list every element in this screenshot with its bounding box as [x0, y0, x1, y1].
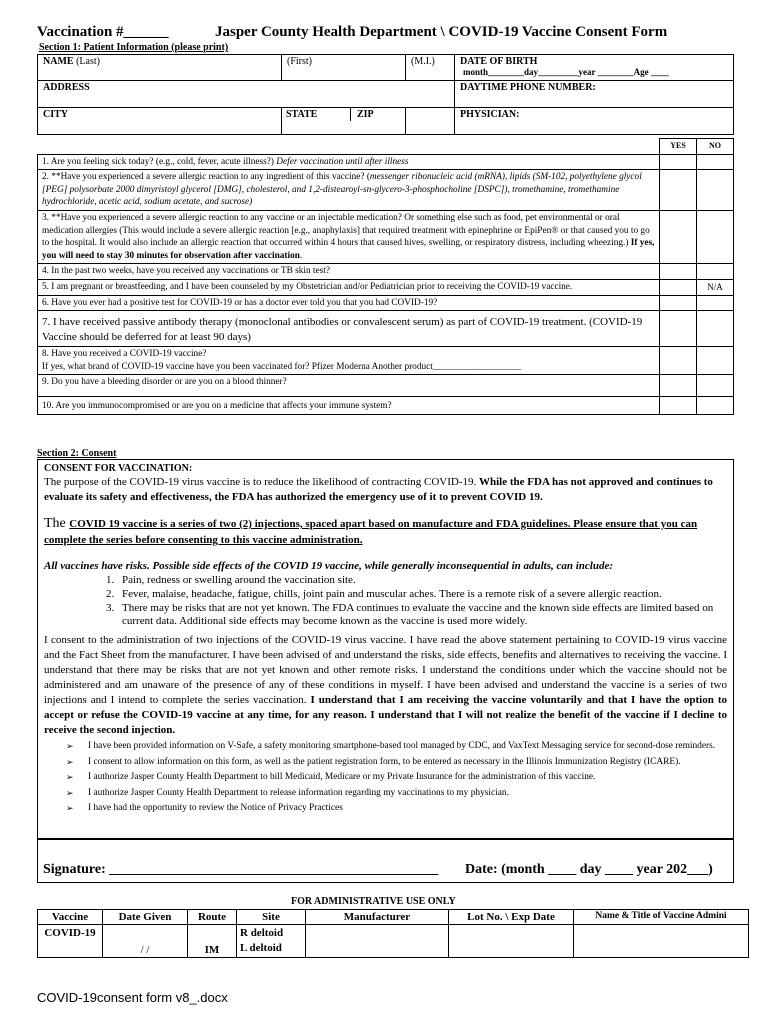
admin-name-cell[interactable] [574, 925, 749, 958]
admin-header: Name & Title of Vaccine Admini [574, 910, 749, 925]
name-field[interactable]: NAME (Last) [38, 55, 282, 81]
signature-section [37, 839, 734, 883]
arrow-bullet-icon: ➢ [66, 772, 74, 782]
admin-header: Lot No. \ Exp Date [449, 910, 574, 925]
state-zip-cell [282, 108, 406, 135]
route-cell: IM [188, 925, 237, 958]
question-2: 2. **Have you experienced a severe allergic reaction to any ingredient of this vaccine? (messenger ribonucleic acid (mRNA), lipids (SM-102, polyethylene glycol [PEG] polysorbate 2000 dimyristoyl glycerol [DMG], cholesterol, and 1,2-distearoyl-sn-glycero-3-phosphocholine [DSPC]), tromethamine, tromethamine hydrochloride, acetic acid, sodium acetate, and sucrose) [38, 170, 660, 211]
admin-header: Vaccine [38, 910, 103, 925]
state-field[interactable]: STATE [282, 108, 351, 121]
admin-header: Manufacturer [306, 910, 449, 925]
zip-extra [406, 108, 455, 135]
q4-no[interactable] [697, 264, 734, 280]
q7-yes[interactable] [660, 311, 697, 347]
authorization-item: ➢ I authorize Jasper County Health Department to release information regarding my vaccinations to my physician. [66, 787, 725, 801]
authorization-item: ➢ I have had the opportunity to review the Notice of Privacy Practices [66, 802, 725, 816]
q3-yes[interactable] [660, 210, 697, 263]
arrow-bullet-icon: ➢ [66, 787, 74, 798]
question-3: 3. **Have you experienced a severe allergic reaction to any vaccine or an injectable medication? Or something else such as food, pet environmental or oral medication allergies (This would include a severe allergic reaction [e.g., anaphylaxis] that required treatment with epinephrine or EpiPen® or that caused you to go to the hospital. It would also include an allergic reaction that occurred within 4 hours that caused hives, swelling, or respiratory distress, including wheezing.) If yes, you will need to stay 30 minutes for observation after vaccination. [38, 210, 660, 263]
risk-item: 2. Fever, malaise, headache, fatigue, chills, joint pain and muscular aches. There is a remote risk of a severe allergic reaction. [106, 587, 662, 600]
yes-header: YES [660, 139, 697, 155]
q8-no[interactable] [697, 347, 734, 375]
q4-yes[interactable] [660, 264, 697, 280]
signature-date[interactable]: Date: (month ____ day ____ year 202___) [465, 862, 713, 877]
q1-no[interactable] [697, 154, 734, 170]
city-field[interactable]: CITY [38, 108, 282, 135]
patient-info-table [37, 54, 734, 135]
admin-title: FOR ADMINISTRATIVE USE ONLY [291, 896, 456, 907]
screening-questions-table [37, 138, 734, 415]
mi-field[interactable]: (M.I.) [406, 55, 455, 81]
q1-yes[interactable] [660, 154, 697, 170]
section1-title: Section 1: Patient Information (please print) [39, 42, 229, 53]
q5-yes[interactable] [660, 279, 697, 295]
address-field[interactable]: ADDRESS [38, 81, 455, 108]
q9-no[interactable] [697, 375, 734, 397]
q2-yes[interactable] [660, 170, 697, 211]
footer-filename: COVID-19consent form v8_.docx [37, 990, 228, 1005]
section2-title: Section 2: Consent [37, 448, 117, 459]
risks-intro: All vaccines have risks. Possible side effects of the COVID 19 vaccine, while generally inconsequential in adults, can include: [44, 560, 614, 572]
q3-no[interactable] [697, 210, 734, 263]
dob-field[interactable]: DATE OF BIRTH month________day_________year ________Age ____ [455, 55, 734, 81]
physician-field[interactable]: PHYSICIAN: [455, 108, 734, 135]
form-title: Jasper County Health Department \ COVID-19 Vaccine Consent Form [215, 24, 668, 40]
consent-purpose: The purpose of the COVID-19 virus vaccine is to reduce the likelihood of contracting COVID-19. While the FDA has not approved and continues to evaluate its safety and effectiveness, the FDA has authorized the emergency use of it to prevent COVID 19. [44, 476, 713, 503]
q2-no[interactable] [697, 170, 734, 211]
vaccine-cell: COVID-19 [38, 925, 103, 958]
consent-heading: CONSENT FOR VACCINATION: [44, 463, 193, 474]
arrow-bullet-icon: ➢ [66, 741, 74, 751]
question-5: 5. I am pregnant or breastfeeding, and I have been counseled by my Obstetrician and/or Pediatrician prior to receiving the COVID-19 vaccine. [38, 279, 660, 295]
arrow-bullet-icon: ➢ [66, 803, 74, 813]
first-name-field[interactable]: (First) [282, 55, 406, 81]
arrow-bullet-icon: ➢ [66, 756, 74, 767]
q7-no[interactable] [697, 311, 734, 347]
question-7: 7. I have received passive antibody therapy (monoclonal antibodies or convalescent serum) as part of COVID-19 treatment. (COVID-19 Vaccine should be deferred for at least 90 days) [38, 311, 660, 347]
question-4: 4. In the past two weeks, have you received any vaccinations or TB skin test? [38, 264, 660, 280]
lot-cell[interactable] [449, 925, 574, 958]
risk-item: 1. Pain, redness or swelling around the vaccination site. [106, 574, 356, 586]
authorization-item: ➢ I have been provided information on V-Safe, a safety monitoring smartphone-based tool managed by CDC, and VaxText Messaging service for second-dose reminders. [66, 740, 725, 754]
vaccination-number: Vaccination #______ [37, 24, 169, 40]
consent-series: The COVID 19 vaccine is a series of two (2) injections, spaced apart based on manufacture and FDA guidelines. Please ensure that you can complete the series before consenting to this vaccine administration. [44, 516, 698, 546]
q5-na[interactable]: N/A [697, 279, 734, 295]
date-given-cell[interactable]: / / [103, 925, 188, 958]
admin-header: Route [188, 910, 237, 925]
admin-header: Date Given [103, 910, 188, 925]
q6-no[interactable] [697, 295, 734, 311]
q6-yes[interactable] [660, 295, 697, 311]
question-10: 10. Are you immunocompromised or are you on a medicine that affects your immune system? [38, 396, 660, 414]
zip-field[interactable]: ZIP [357, 109, 374, 120]
question-1: 1. Are you feeling sick today? (e.g., cold, fever, acute illness?) Defer vaccination until after illness [38, 154, 660, 170]
q9-yes[interactable] [660, 375, 697, 397]
consent-statement: I consent to the administration of two injections of the COVID-19 virus vaccine. I have read the above statement pertaining to COVID-19 virus vaccine and the Fact Sheet from the manufacturer. I have been advised of and understand the risks, side effects, benefits and alternatives to receiving the vaccine. I understand that there may be risks that are not yet known and other remote risks. I understand the conditions under which the vaccine should not be administered and am unaware of the presence of any of these conditions in myself. I have been advised and understand the vaccine is a series of two injections and I intend to complete the series vaccination. I understand that I am receiving the vaccine voluntarily and that I have the option to accept or refuse the COVID-19 vaccine at any time, for any reason. I understand that I will not realize the benefit of the vaccine if I decline to receive the second injection. [44, 634, 727, 736]
authorization-list [66, 740, 725, 818]
risk-item: 3. There may be risks that are not yet known. The FDA continues to evaluate the vaccine and the known side effects are limited based on current data. Additional side effects may become known as the vaccine is used more widely. [106, 601, 714, 628]
manufacturer-cell[interactable] [306, 925, 449, 958]
q10-yes[interactable] [660, 396, 697, 414]
question-9: 9. Do you have a bleeding disorder or are you on a blood thinner? [38, 375, 660, 397]
phone-field[interactable]: DAYTIME PHONE NUMBER: [455, 81, 734, 108]
q10-no[interactable] [697, 396, 734, 414]
q8-yes[interactable] [660, 347, 697, 375]
question-8: 8. Have you received a COVID-19 vaccine? If yes, what brand of COVID-19 vaccine have you been vaccinated for? Pfizer Moderna Another product___________________ [38, 347, 660, 375]
risk-list [106, 574, 723, 629]
admin-header: Site [237, 910, 306, 925]
site-cell[interactable]: R deltoid L deltoid [237, 925, 306, 958]
authorization-item: ➢ I consent to allow information on this form, as well as the patient registration form, to be entered as necessary in the Illinois Immunization Registry (ICARE). [66, 756, 725, 770]
consent-section [37, 459, 734, 839]
admin-table [37, 909, 749, 958]
authorization-item: ➢ I authorize Jasper County Health Department to bill Medicaid, Medicare or my Private Insurance for the administration of this vaccine. [66, 771, 725, 785]
no-header: NO [697, 139, 734, 155]
question-6: 6. Have you ever had a positive test for COVID-19 or has a doctor ever told you that you had COVID-19? [38, 295, 660, 311]
signature-line[interactable]: Signature: _______________________________________________ [43, 862, 439, 877]
